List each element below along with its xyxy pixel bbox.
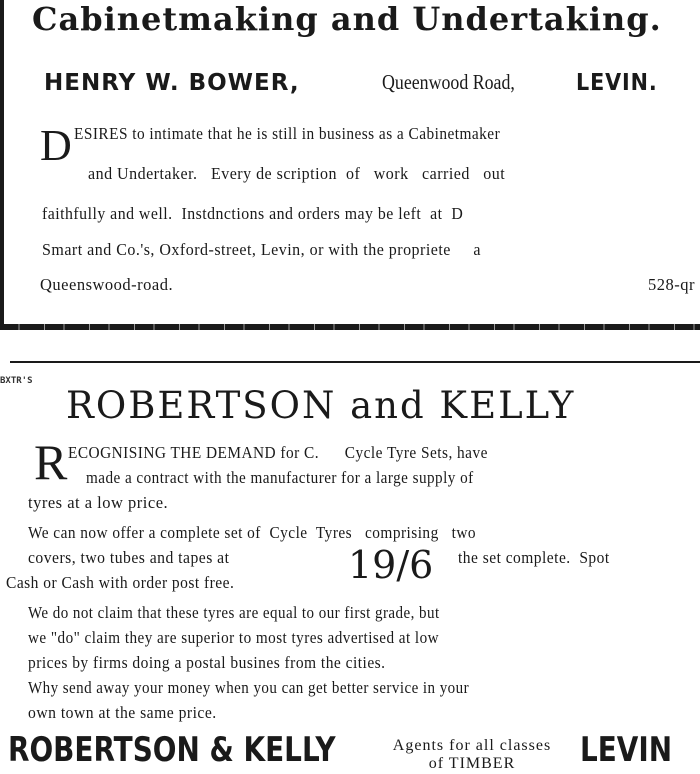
body-line: tyres at a low price. <box>28 493 169 512</box>
body-line: faithfully and well. Instdnctions and orders may be left at D <box>42 204 464 223</box>
body-line: prices by firms doing a postal busines from the cities. <box>28 653 386 672</box>
reference-code: 528-qr <box>648 275 695 294</box>
body-line: We do not claim that these tyres are equal to our first grade, but <box>28 603 440 622</box>
drop-cap: R <box>34 434 68 490</box>
body-line: We can now offer a complete set of Cycle Tyres comprising two <box>28 523 477 542</box>
body-line: Why send away your money when you can get better service in your <box>28 678 470 697</box>
footer-town: LEVIN <box>580 730 673 770</box>
body-line: ECOGNISING THE DEMAND for C. Cycle Tyre Sets, have <box>68 443 488 462</box>
advertiser-street: Queenwood Road, <box>382 70 515 94</box>
footer-tagline-line: of TIMBER <box>428 755 516 772</box>
body-line: covers, two tubes and tapes at <box>28 548 230 567</box>
advert-title: Cabinetmaking and Undertaking. <box>32 0 662 38</box>
drop-cap: D <box>40 121 72 170</box>
left-column-rule <box>0 0 4 330</box>
body-line: we "do" claim they are superior to most tyres advertised at low <box>28 628 440 647</box>
section-divider <box>10 361 700 363</box>
footer-tagline-line: Agents for all classes <box>392 737 552 754</box>
body-line: ESIRES to intimate that he is still in business as a Cabinetmaker <box>74 124 501 143</box>
body-line: the set complete. Spot <box>458 548 610 567</box>
body-line: and Undertaker. Every de scription of work carried out <box>88 164 506 183</box>
price: 19/6 <box>348 543 434 587</box>
body-line: Cash or Cash with order post free. <box>6 573 235 592</box>
body-line: Queenswood-road. <box>40 275 174 294</box>
body-line: Smart and Co.'s, Oxford-street, Levin, or with the propriete a <box>42 240 481 259</box>
section-divider <box>0 324 700 330</box>
footer-name: ROBERTSON & KELLY <box>8 730 336 770</box>
footer-tagline <box>382 737 562 773</box>
advert-title: ROBERTSON and KELLY <box>66 384 576 427</box>
body-line: own town at the same price. <box>28 703 217 722</box>
scrap-text: BXTR'S <box>0 376 33 386</box>
advertiser-name: HENRY W. BOWER, <box>44 70 300 96</box>
body-line: made a contract with the manufacturer for a large supply of <box>86 468 474 487</box>
advertiser-town: LEVIN. <box>576 70 658 96</box>
